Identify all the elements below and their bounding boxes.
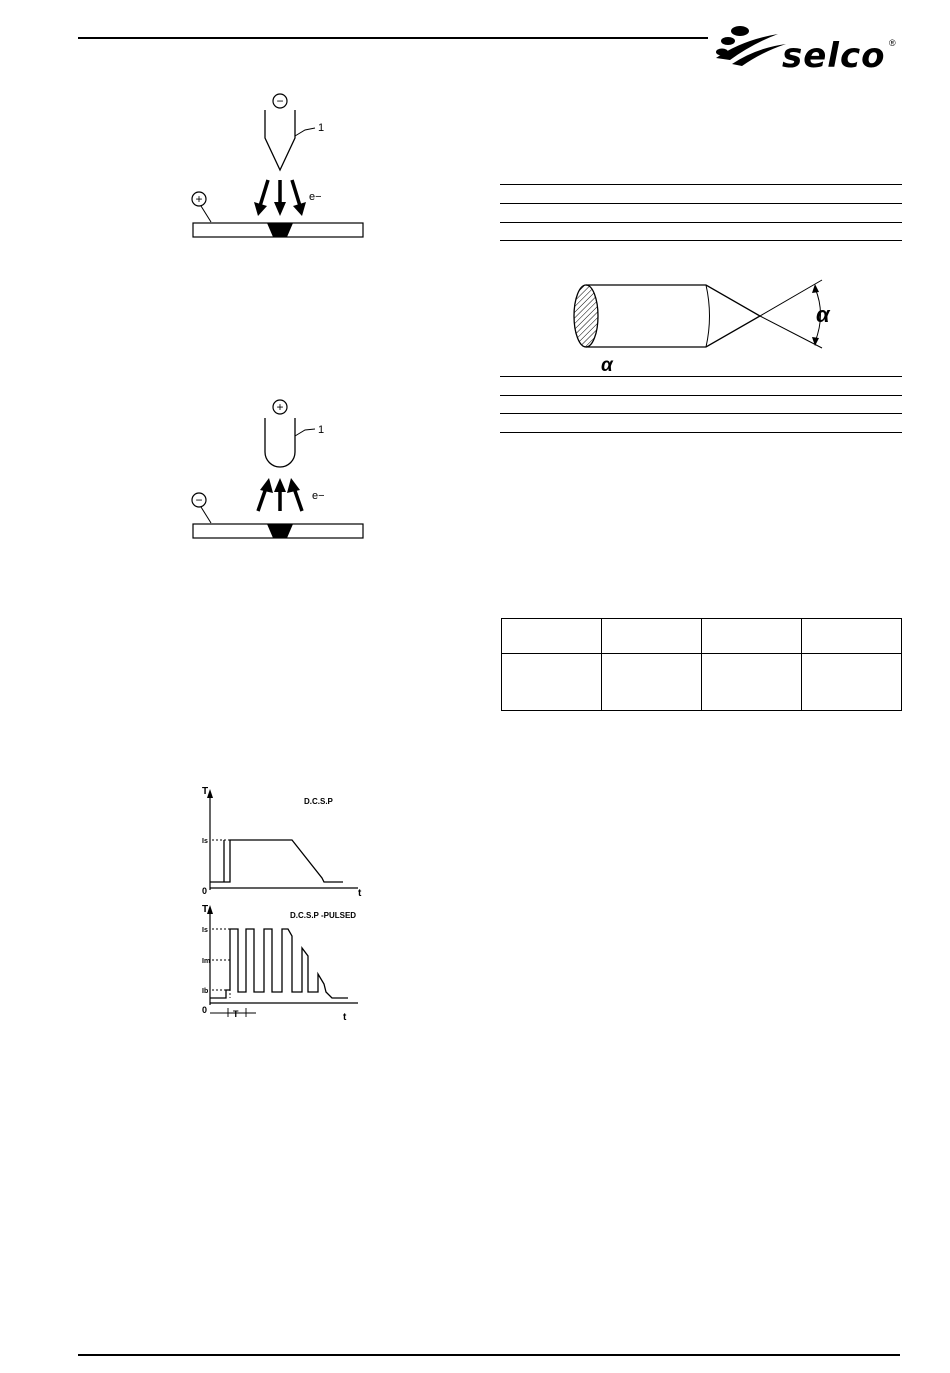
level-is-label: Is bbox=[202, 838, 208, 845]
table-rule bbox=[500, 240, 902, 241]
waveform-dcsp-chart bbox=[198, 780, 368, 900]
y-axis-label: T bbox=[202, 786, 209, 797]
y-axis-label: T bbox=[202, 904, 209, 915]
table-cell bbox=[602, 619, 702, 654]
figure-dcsp-diagram bbox=[185, 88, 375, 243]
registered-mark: ® bbox=[889, 38, 896, 48]
x-axis-label: t bbox=[343, 1012, 347, 1023]
workpiece-polarity-label: − bbox=[195, 493, 203, 507]
table-cell bbox=[802, 619, 902, 654]
table-cell bbox=[502, 619, 602, 654]
table-rule bbox=[500, 222, 902, 223]
footer-rule bbox=[78, 1354, 900, 1356]
waveform-pulsed-chart bbox=[198, 900, 368, 1025]
table-cell bbox=[702, 654, 802, 711]
electrode-polarity-label: + bbox=[276, 400, 284, 414]
table-cell bbox=[602, 654, 702, 711]
x-axis-label: t bbox=[358, 888, 362, 899]
header-rule bbox=[78, 37, 708, 39]
chart-title: D.C.S.P -PULSED bbox=[290, 911, 357, 920]
callout-number: 1 bbox=[318, 122, 325, 134]
table-rule bbox=[500, 203, 902, 204]
level-ib-label: Ib bbox=[202, 988, 209, 995]
selco-swirl-icon bbox=[712, 22, 792, 68]
table-rule bbox=[500, 413, 902, 414]
origin-label: 0 bbox=[202, 886, 208, 896]
level-im-label: Im bbox=[202, 958, 211, 965]
table-cell bbox=[802, 654, 902, 711]
angle-caption-symbol: α bbox=[601, 355, 613, 376]
callout-number: 1 bbox=[318, 424, 325, 436]
brand-logo: selco bbox=[782, 36, 886, 76]
workpiece-polarity-label: + bbox=[195, 192, 203, 206]
table-rule bbox=[500, 184, 902, 185]
level-is-label: Is bbox=[202, 927, 208, 934]
angle-symbol: α bbox=[816, 302, 830, 327]
electron-label: e− bbox=[312, 490, 325, 502]
table-rule bbox=[500, 432, 902, 433]
table-cell bbox=[502, 654, 602, 711]
period-label: T bbox=[233, 1009, 239, 1019]
figure-dcrp-diagram bbox=[185, 396, 375, 546]
table-cell bbox=[702, 619, 802, 654]
table-rule bbox=[500, 376, 902, 377]
electron-label: e− bbox=[309, 191, 322, 203]
empty-grid-table bbox=[501, 618, 902, 711]
chart-title: D.C.S.P bbox=[304, 797, 333, 806]
origin-label: 0 bbox=[202, 1005, 208, 1015]
table-rule bbox=[500, 395, 902, 396]
electrode-polarity-label: − bbox=[276, 94, 284, 108]
